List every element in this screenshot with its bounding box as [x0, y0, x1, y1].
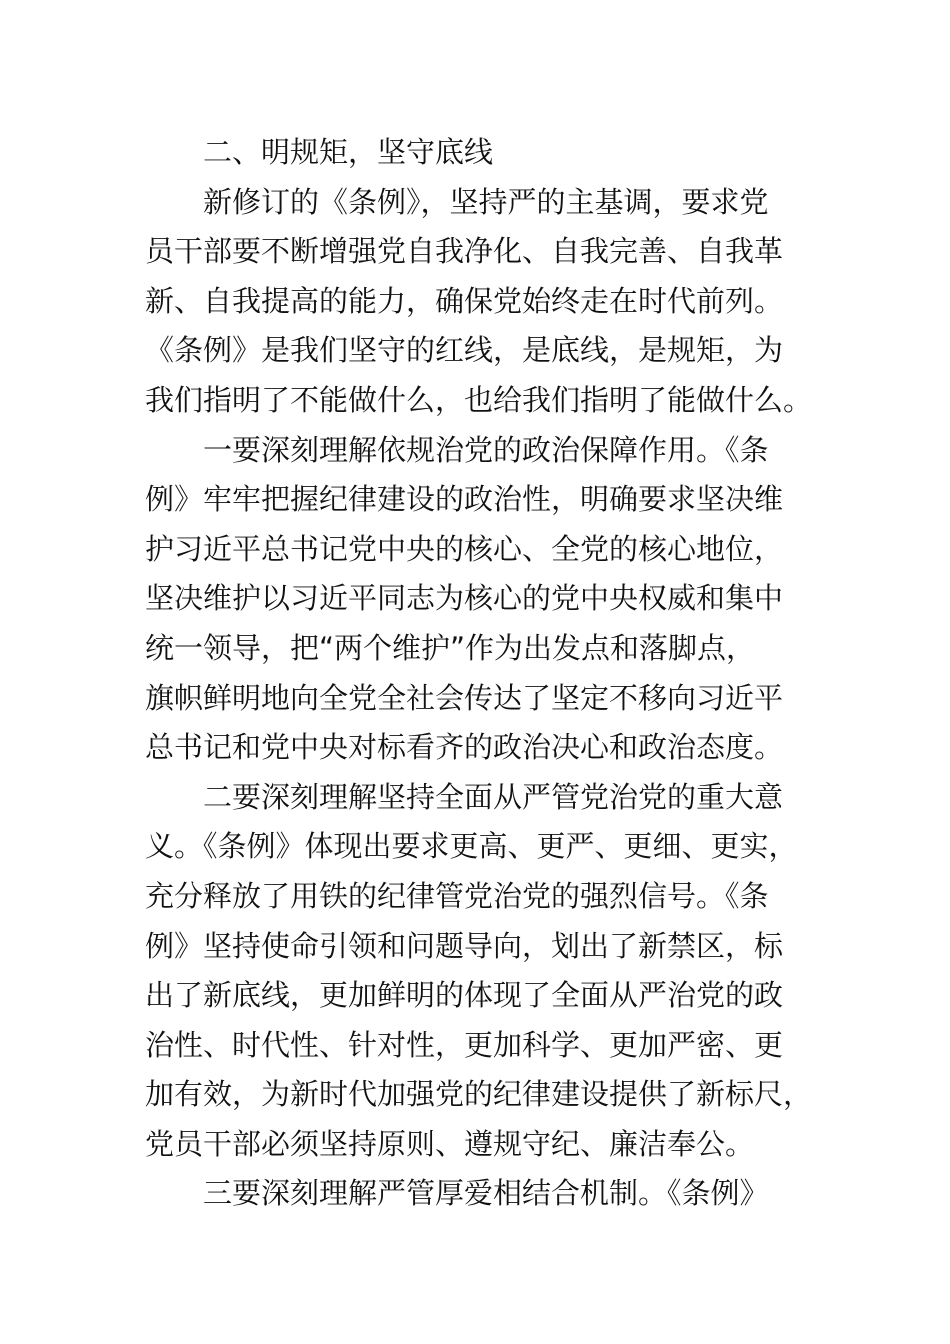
paragraph-line: 《条例》是我们坚守的红线，是底线，是规矩，为: [145, 333, 784, 368]
paragraph-line: 护习近平总书记党中央的核心、全党的核心地位，: [145, 531, 784, 566]
paragraph-line: 党员干部必须坚持原则、遵规守纪、廉洁奉公。: [145, 1126, 755, 1161]
paragraph-line: 例》坚持使命引领和问题导向，划出了新禁区，标: [145, 928, 784, 963]
paragraph-line: 义。《条例》体现出要求更高、更严、更细、更实，: [145, 829, 798, 864]
section-heading: 二、明规矩，坚守底线: [203, 135, 494, 169]
paragraph-line: 统一领导，把“两个维护”作为出发点和落脚点，: [145, 630, 756, 665]
paragraph-line: 新修订的《条例》，坚持严的主基调，要求党: [203, 184, 769, 219]
paragraph-line: 新、自我提高的能力，确保党始终走在时代前列。: [145, 283, 784, 318]
paragraph-line: 坚决维护以习近平同志为核心的党中央权威和集中: [145, 581, 784, 616]
paragraph-line: 加有效，为新时代加强党的纪律建设提供了新标尺，: [145, 1077, 813, 1112]
paragraph-line: 出了新底线，更加鲜明的体现了全面从严治党的政: [145, 978, 784, 1013]
paragraph-line: 二要深刻理解坚持全面从严管党治党的重大意: [203, 779, 784, 814]
document-body: [145, 128, 825, 1219]
paragraph-line: 员干部要不断增强党自我净化、自我完善、自我革: [145, 234, 784, 269]
paragraph-line: 总书记和党中央对标看齐的政治决心和政治态度。: [145, 730, 784, 765]
paragraph-line: 治性、时代性、针对性，更加科学、更加严密、更: [145, 1027, 784, 1062]
paragraph-line: 例》牢牢把握纪律建设的政治性，明确要求坚决维: [145, 482, 784, 517]
paragraph-line: 充分释放了用铁的纪律管党治党的强烈信号。《条: [145, 878, 769, 913]
paragraph-line: 我们指明了不能做什么，也给我们指明了能做什么。: [145, 382, 813, 417]
paragraph-line: 三要深刻理解严管厚爱相结合机制。《条例》: [203, 1176, 769, 1211]
paragraph-line: 旗帜鲜明地向全党全社会传达了坚定不移向习近平: [145, 680, 784, 715]
paragraph-line: 一要深刻理解依规治党的政治保障作用。《条: [203, 432, 769, 467]
